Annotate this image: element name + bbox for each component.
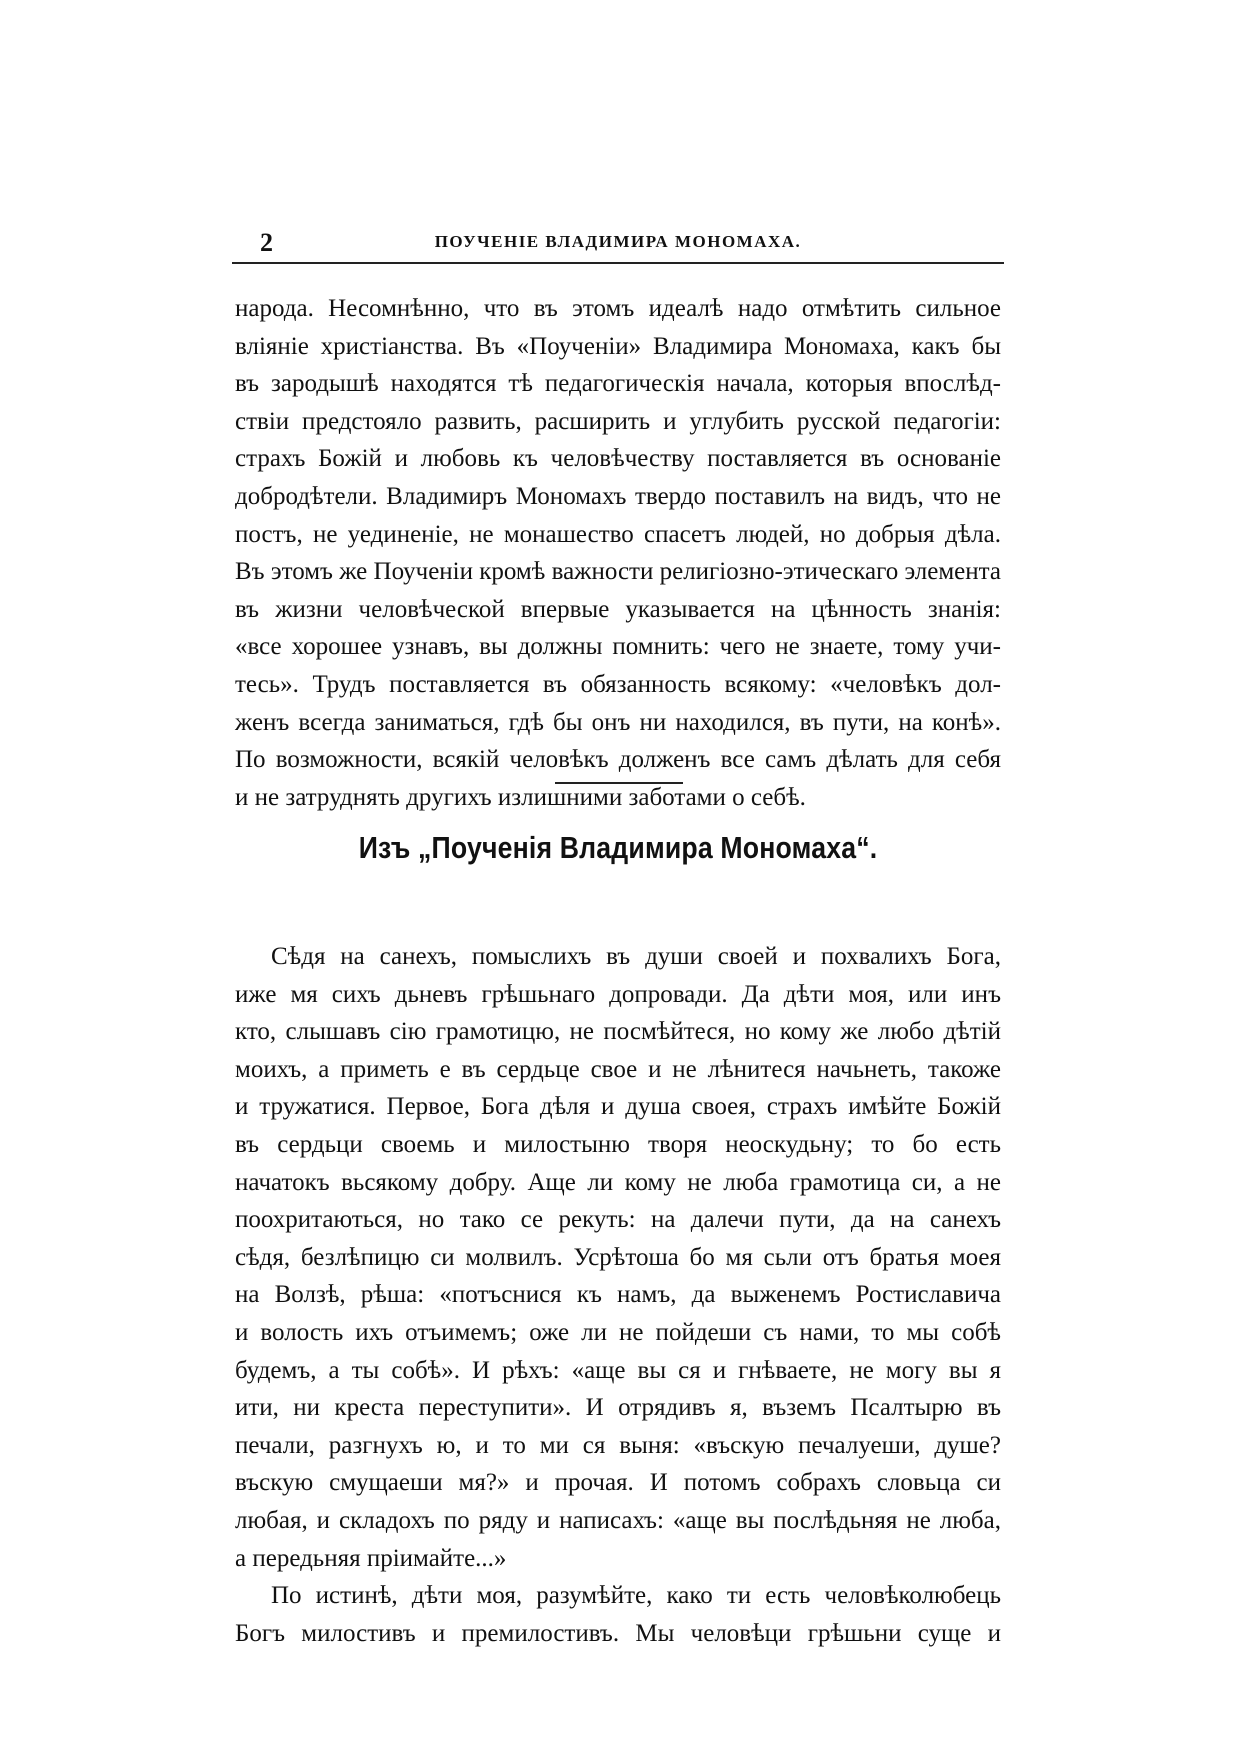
text-line: сѣдя, безлѣпицю си молвилъ. Усрѣтоша бо мя сьли отъ братья моея <box>235 1243 1001 1271</box>
page-number: 2 <box>260 228 273 257</box>
running-head <box>232 228 1004 264</box>
section-heading: Изъ „Поученія Владимира Мономаха“. <box>358 830 878 865</box>
text-line: печали, разгнухъ ю, и то ми ся выня: «въскую печалуеши, душе? <box>235 1431 1001 1459</box>
text-line: а передьняя пріимайте...» <box>235 1544 507 1572</box>
text-line: вліяніе христіанства. Въ «Поученіи» Владимира Мономаха, какъ бы <box>235 332 1001 360</box>
text-line: народа. Несомнѣнно, что въ этомъ идеалѣ надо отмѣтить сильное <box>235 295 1001 322</box>
text-line: и волость ихъ отъимемъ; оже ли не пойдеши съ нами, то мы собѣ <box>235 1318 1001 1346</box>
intro-paragraph <box>235 290 1001 816</box>
text-line: любая, и складохъ по ряду и написахъ: «аще вы послѣдьняя не люба, <box>235 1506 1001 1534</box>
text-line: на Волзѣ, рѣша: «потъснися къ намъ, да выженемъ Ростиславича <box>235 1281 1001 1309</box>
text-line: начатокъ вьсякому добру. Аще ли кому не люба грамотица си, а не <box>235 1168 1001 1196</box>
text-line: и тружатися. Первое, Бога дѣля и душа своея, страхъ имѣйте Божій <box>235 1093 1001 1121</box>
text-line: «все хорошее узнавъ, вы должны помнить: чего не знаете, тому учи- <box>235 633 1001 661</box>
text-line: въ жизни человѣческой впервые указывается на цѣнность знанія: <box>235 595 1001 623</box>
text-line: По возможности, всякій человѣкъ долженъ все самъ дѣлать для себя <box>235 746 1001 774</box>
text-line: кто, слышавъ сію грамотицю, не посмѣйтеся, но кому же любо дѣтій <box>235 1018 1001 1046</box>
text-line: въ зародышѣ находятся тѣ педагогическія начала, которыя впослѣд- <box>235 370 1001 398</box>
text-line: иже мя сихъ дьневъ грѣшьнаго допровади. Да дѣти моя, или инъ <box>235 980 1001 1008</box>
text-line: Богъ милостивъ и премилостивъ. Мы человѣци грѣшьни суще и <box>235 1619 1001 1647</box>
text-line: ствіи предстояло развить, расширить и углубить русской педагогіи: <box>235 407 1001 435</box>
text-line: поохритаються, но тако се рекуть: на далечи пути, да на санехъ <box>235 1206 1001 1234</box>
text-line: женъ всегда заниматься, гдѣ бы онъ ни находился, въ пути, на конѣ». <box>235 708 1001 736</box>
text-line: постъ, не уединеніе, не монашество спасетъ людей, но добрыя дѣла. <box>235 520 1001 548</box>
text-line: въскую смущаеши мя?» и прочая. И потомъ собрахъ словьца си <box>235 1469 1001 1497</box>
text-line: въ сердьци своемь и милостыню творя неоскудьну; то бо есть <box>235 1130 1001 1158</box>
text-line: и не затруднять другихъ излишними заботами о себѣ. <box>235 783 806 811</box>
text-line: тесь». Трудъ поставляется въ обязанность всякому: «человѣкъ дол- <box>235 670 1001 698</box>
text-line: ити, ни креста переступити». И отрядивъ я, въземъ Псалтырю въ <box>235 1394 1001 1422</box>
quoted-text <box>235 938 1001 1652</box>
text-line: страхъ Божій и любовь къ человѣчеству поставляется въ основаніе <box>235 445 1001 473</box>
text-line: Въ этомъ же Поученіи кромѣ важности религіозно-этическаго элемента <box>235 558 1001 586</box>
text-line: Сѣдя на санехъ, помыслихъ въ души своей и похвалихъ Бога, <box>271 943 1001 970</box>
text-line: добродѣтели. Владимиръ Мономахъ твердо поставилъ на видъ, что не <box>235 482 1001 510</box>
text-line: По истинѣ, дѣти моя, разумѣйте, како ти есть человѣколюбець <box>271 1582 1001 1610</box>
text-line: моихъ, а приметь е въ сердьце свое и не лѣнитеся начьнеть, такоже <box>235 1055 1001 1083</box>
section-divider <box>555 782 683 784</box>
running-title: ПОУЧЕНІЕ ВЛАДИМИРА МОНОМАХА. <box>434 232 802 251</box>
text-line: будемъ, а ты собѣ». И рѣхъ: «аще вы ся и гнѣваете, не могу вы я <box>235 1356 1001 1384</box>
